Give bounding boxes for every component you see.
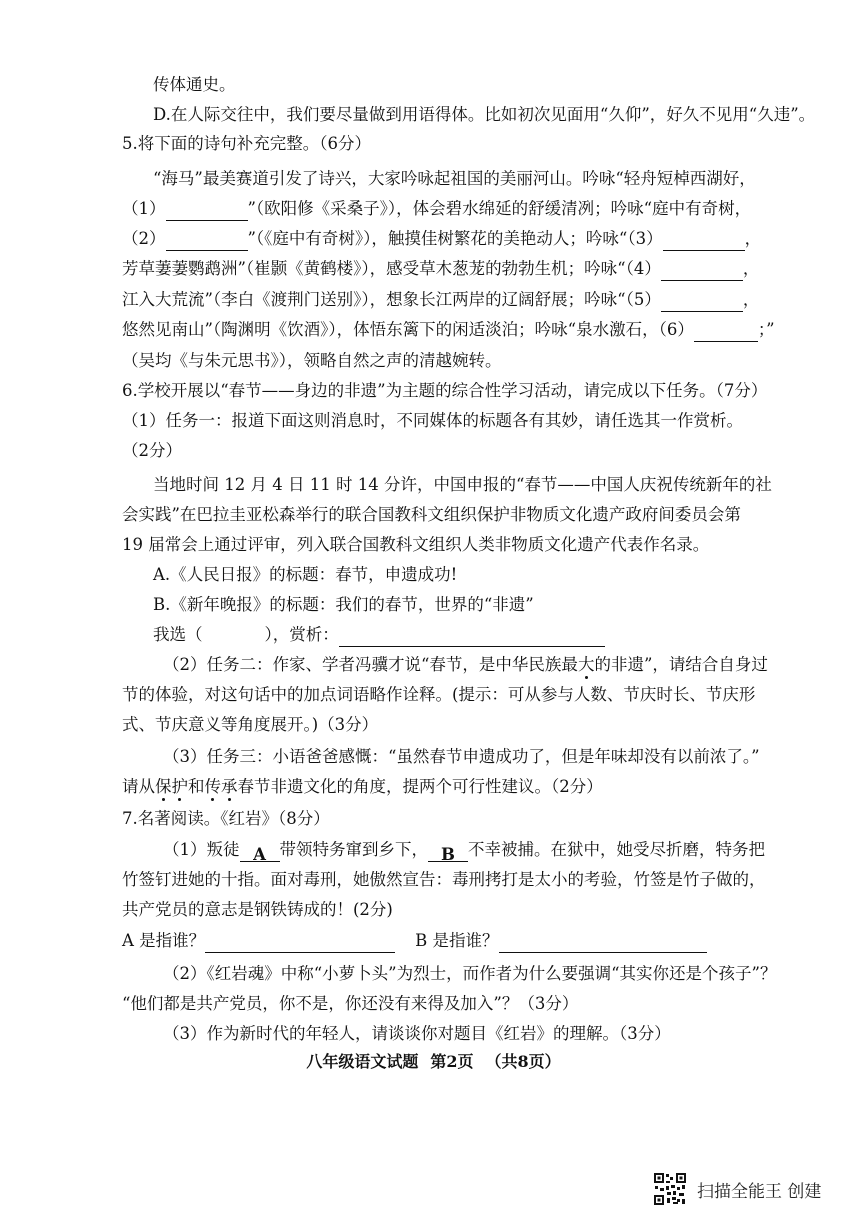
text-line: 节的体验，对这句话中的加点词语略作诠释。(提示：可从参与人数、节庆时长、节庆形	[122, 685, 756, 704]
watermark-label: 扫描全能王 创建	[697, 1182, 822, 1202]
answer-blank-a[interactable]	[205, 934, 395, 953]
blank-a: A	[240, 843, 280, 862]
text-fragment: 和	[188, 777, 205, 796]
dotted-word: 护	[171, 777, 188, 796]
question-6-title: 6.学校开展以“春节——身边的非遗”为主题的综合性学习活动，请完成以下任务。（7分）	[122, 381, 768, 400]
footer-total: （共8页）	[485, 1052, 561, 1071]
question-5-title: 5.将下面的诗句补充完整。（6分）	[122, 134, 371, 153]
dotted-word: 承	[221, 777, 238, 796]
blank-b: B	[428, 843, 468, 862]
dotted-word: 大	[577, 655, 595, 674]
text-line	[122, 929, 762, 953]
text-line: D.在人际交往中，我们要尽量做到用语得体。比如初次见面用“久仰”，好久不见用“久违”。	[153, 105, 816, 124]
text-fragment: ），赏析：	[264, 625, 339, 644]
text-line: （吴均《与朱元思书》），领略自然之声的清越婉转。	[122, 351, 502, 370]
answer-blank-2[interactable]	[166, 232, 248, 251]
page-footer	[0, 1049, 867, 1072]
footer-title: 八年级语文试题	[306, 1052, 419, 1071]
text-line	[122, 257, 762, 281]
blank-label: （1）	[122, 199, 166, 218]
news-paragraph: 19 届常会上通过评审，列入联合国教科文组织人类非物质文化遗产代表作名录。	[122, 535, 710, 554]
news-paragraph: 当地时间 12 月 4 日 11 时 14 分许，中国申报的“春节——中国人庆祝传统新年的社	[153, 475, 772, 494]
text-fragment: A 是指谁？	[122, 931, 206, 950]
text-fragment: 请从	[122, 777, 155, 796]
text-fragment: B 是指谁？	[415, 931, 499, 950]
option-a: A.《人民日报》的标题：春节，申遗成功!	[153, 565, 458, 584]
question-7-title: 7.名著阅读。《红岩》（8分）	[122, 809, 330, 828]
text-fragment: 的非遗”，请结合自身过	[594, 655, 768, 674]
text-fragment: 悠然见南山”（陶渊明《饮酒》），体悟东篱下的闲适淡泊；吟咏“泉水激石，（6）	[122, 320, 694, 339]
text-fragment: ，	[744, 229, 762, 248]
text-line: “海马”最美赛道引发了诗兴，大家吟咏起祖国的美丽河山。吟咏“轻舟短棹西湖好，	[153, 169, 756, 188]
text-line	[122, 227, 762, 251]
text-line: 式、节庆意义等角度展开。)（3分）	[122, 715, 379, 734]
blank-label: （2）	[122, 229, 166, 248]
text-line	[122, 775, 762, 799]
answer-blank-3[interactable]	[663, 232, 745, 251]
text-line: （2）《红岩魂》中称“小萝卜头”为烈士，而作者为什么要强调“其实你还是个孩子”？	[163, 964, 777, 983]
option-b: B.《新年晚报》的标题：我们的春节，世界的“非遗”	[153, 595, 534, 614]
answer-blank-1[interactable]	[166, 202, 248, 221]
text-fragment: ，	[742, 290, 760, 309]
answer-blank-b[interactable]	[499, 934, 707, 953]
text-line	[122, 318, 775, 342]
dotted-word: 保	[155, 777, 172, 796]
text-fragment: 我选（	[153, 625, 203, 644]
appreciation-blank[interactable]	[339, 628, 605, 647]
text-line: （2分）	[122, 441, 182, 460]
news-paragraph: 会实践”在巴拉圭亚松森举行的联合国教科文组织保护非物质文化遗产政府间委员会第	[122, 505, 741, 524]
text-line: “他们都是共产党员，你不是，你还没有来得及加入”？（3分）	[122, 994, 579, 1013]
task-1-prompt: （1）任务一：报道下面这则消息时，不同媒体的标题各有其妙，请任选其一作赏析。	[122, 411, 743, 430]
text-line: 传体通史。	[153, 75, 236, 94]
qr-code-icon	[653, 1172, 687, 1206]
answer-blank-4[interactable]	[661, 262, 743, 281]
text-line	[122, 197, 762, 221]
text-line	[153, 623, 793, 647]
footer-page: 第2页	[430, 1052, 474, 1071]
text-fragment: ；”	[757, 320, 775, 339]
text-fragment: （1）叛徒	[163, 840, 240, 859]
text-fragment: 带领特务窜到乡下，	[279, 840, 428, 859]
text-fragment: ”（欧阳修《采桑子》），体会碧水绵延的舒缓清冽；吟咏“庭中有奇树，	[247, 199, 752, 218]
text-line: 共产党员的意志是钢铁铸成的！(2分)	[122, 900, 393, 919]
text-line: 竹签钉进她的十指。面对毒刑，她傲然宣告：毒刑拷打是太小的考验，竹签是竹子做的，	[122, 870, 766, 889]
text-fragment: 芳草萋萋鹦鹉洲”（崔颢《黄鹤楼》），感受草木葱茏的勃勃生机；吟咏“（4）	[122, 259, 661, 278]
answer-blank-5[interactable]	[661, 293, 743, 312]
text-fragment: 春节非遗文化的角度，提两个可行性建议。（2分）	[237, 777, 603, 796]
text-fragment: ，	[742, 259, 760, 278]
text-fragment: ”（《庭中有奇树》），触摸佳树繁花的美艳动人；吟咏“（3）	[247, 229, 663, 248]
text-fragment: 不幸被捕。在狱中，她受尽折磨，特务把	[468, 840, 765, 859]
text-line	[163, 838, 803, 862]
task-3-prompt: （3）任务三：小语爸爸感慨：“虽然春节申遗成功了，但是年味却没有以前浓了。”	[163, 747, 760, 766]
text-fragment: （2）任务二：作家、学者冯骥才说“春节，是中华民族最	[163, 655, 578, 674]
task-2-prompt	[163, 653, 803, 677]
text-line	[122, 288, 762, 312]
text-line: （3）作为新时代的年轻人，请谈谈你对题目《红岩》的理解。（3分）	[163, 1024, 671, 1043]
answer-blank-6[interactable]	[694, 323, 758, 342]
dotted-word: 传	[204, 777, 221, 796]
text-fragment: 江入大荒流”（李白《渡荆门送别》），想象长江两岸的辽阔舒展；吟咏“（5）	[122, 290, 661, 309]
